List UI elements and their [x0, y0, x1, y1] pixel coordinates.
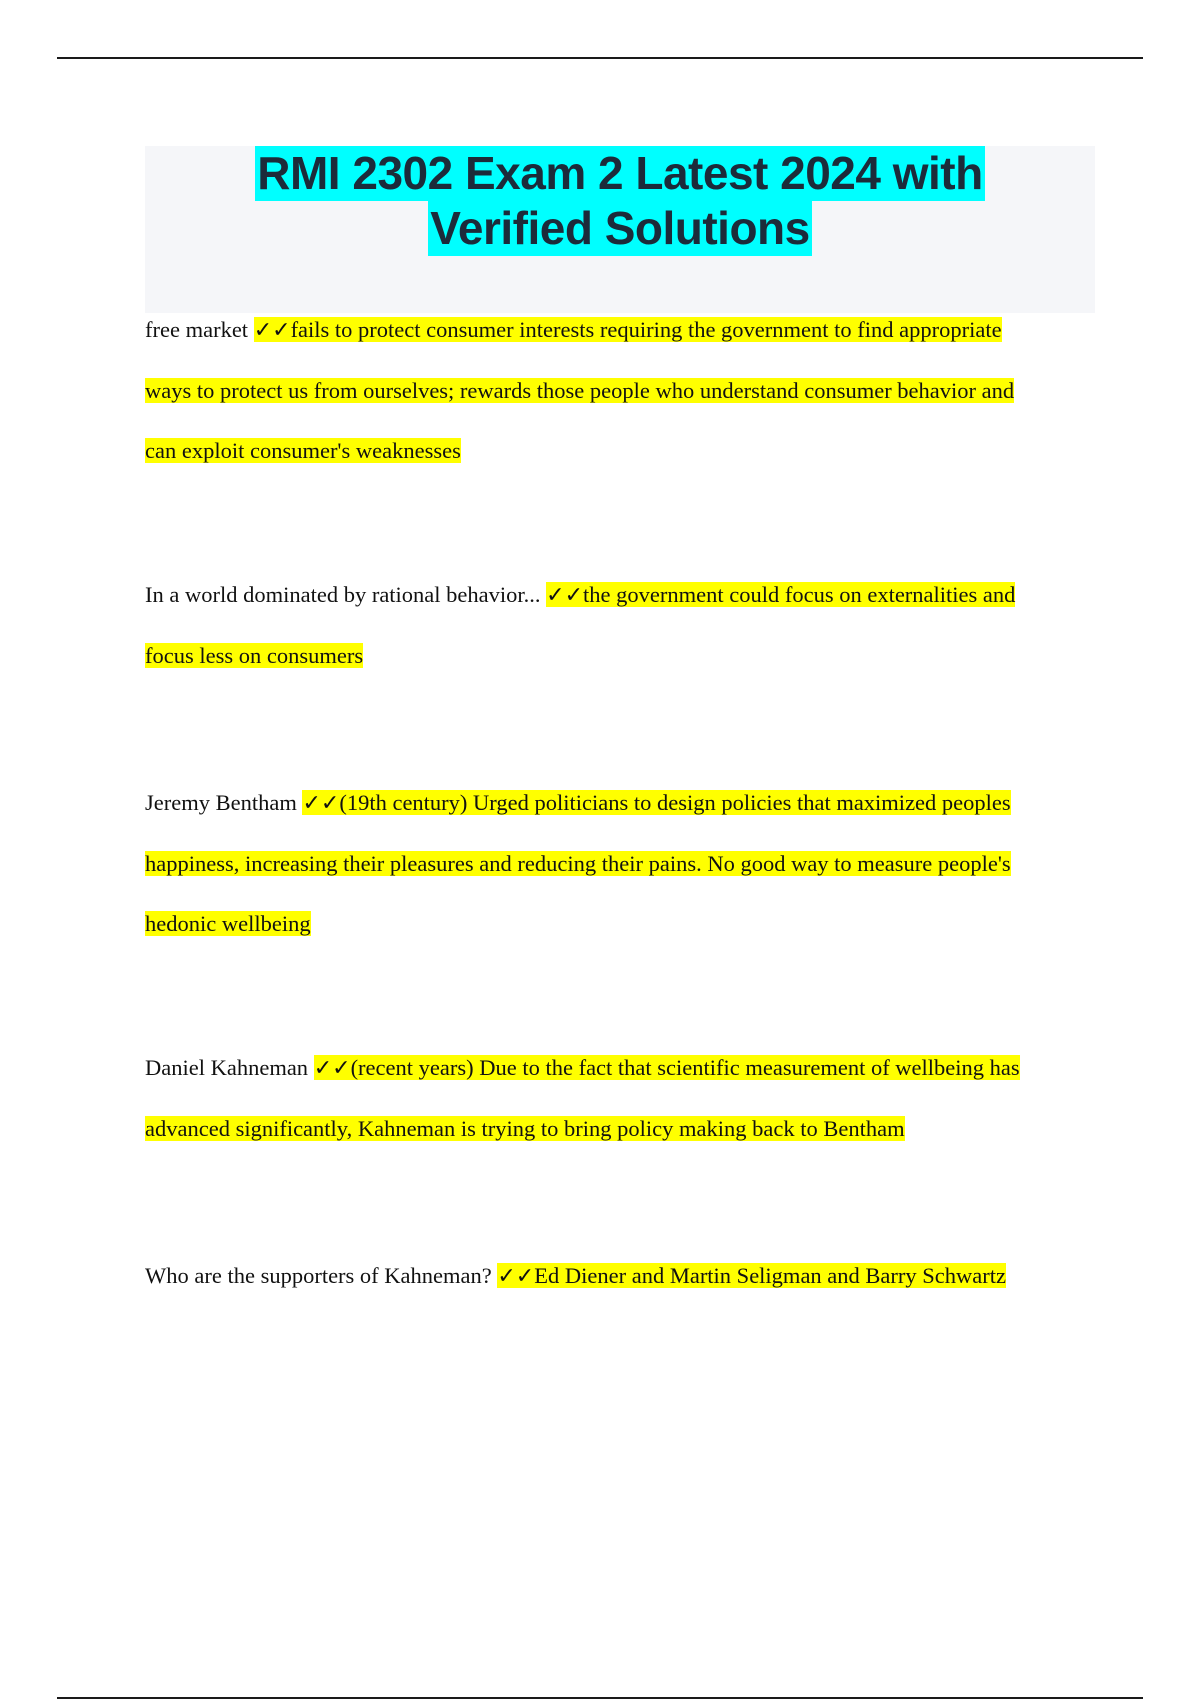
question-term: In a world dominated by rational behavior... [145, 582, 547, 607]
question-term: free market [145, 317, 254, 342]
double-check-icon: ✓✓ [302, 791, 340, 816]
answer-text: focus less on consumers [145, 643, 364, 668]
qa-item-free-market [145, 300, 1095, 481]
question-term: Jeremy Bentham [145, 790, 303, 815]
answer-text: ways to protect us from ourselves; rewards those people who understand consumer behavior and [145, 378, 1015, 403]
answer-text: can exploit consumer's weaknesses [145, 438, 461, 463]
answer-text: happiness, increasing their pleasures and reducing their pains. No good way to measure people's [145, 851, 1011, 876]
double-check-icon: ✓✓ [497, 1264, 535, 1289]
answer-text: (19th century) Urged politicians to design policies that maximized peoples [339, 790, 1011, 815]
double-check-icon: ✓✓ [253, 318, 291, 343]
qa-item-daniel-kahneman [145, 1038, 1095, 1159]
bottom-divider [57, 1697, 1143, 1699]
title-box [145, 146, 1095, 313]
answer-text: hedonic wellbeing [145, 911, 311, 936]
double-check-icon: ✓✓ [313, 1056, 351, 1081]
qa-item-jeremy-bentham [145, 773, 1095, 954]
answer-text: advanced significantly, Kahneman is trying to bring policy making back to Bentham [145, 1116, 905, 1141]
top-divider [57, 57, 1143, 59]
document-title-line-2: Verified Solutions [430, 202, 810, 254]
answer-text: Ed Diener and Martin Seligman and Barry Schwartz [534, 1263, 1006, 1288]
question-term: Daniel Kahneman [145, 1055, 314, 1080]
answer-text: fails to protect consumer interests requiring the government to find appropriate [290, 317, 1002, 342]
question-term: Who are the supporters of Kahneman? [145, 1263, 498, 1288]
double-check-icon: ✓✓ [546, 583, 584, 608]
answer-text: the government could focus on externalities and [583, 582, 1016, 607]
document-title-line-1: RMI 2302 Exam 2 Latest 2024 with [257, 147, 983, 199]
answer-text: (recent years) Due to the fact that scientific measurement of wellbeing has [350, 1055, 1020, 1080]
qa-item-rational-behavior [145, 565, 1095, 686]
qa-item-kahneman-supporters [145, 1246, 1095, 1307]
